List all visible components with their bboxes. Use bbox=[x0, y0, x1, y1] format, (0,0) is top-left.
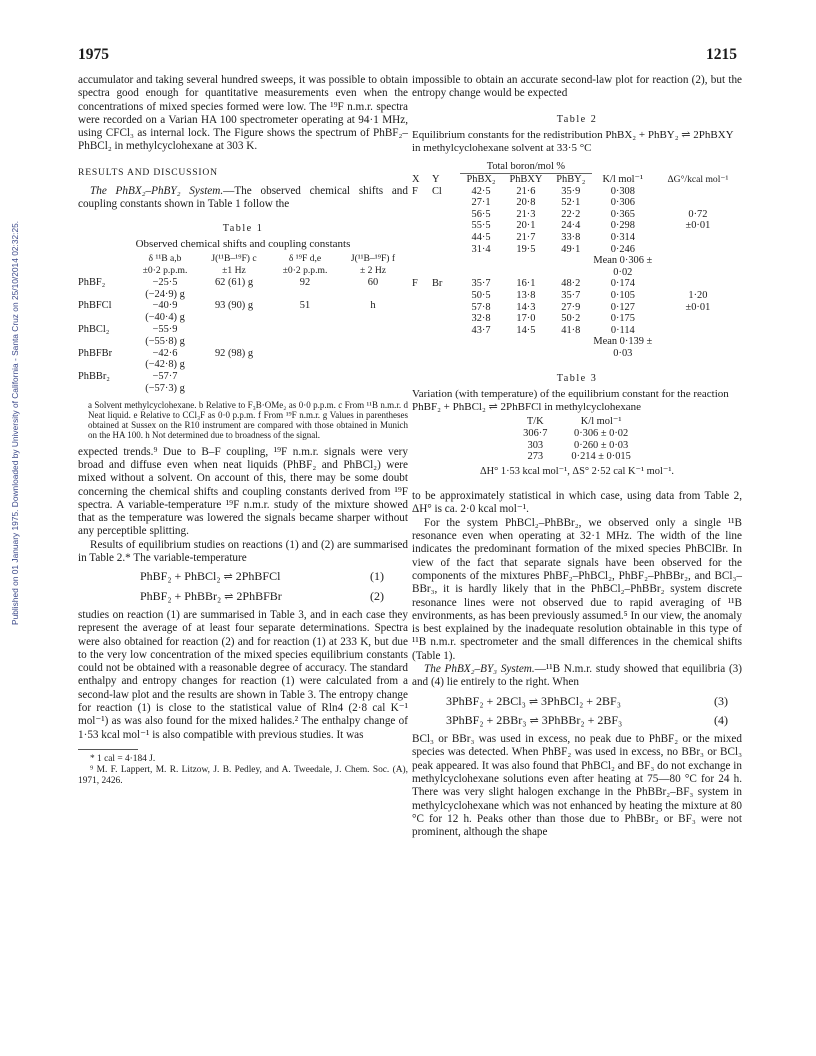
table-cell: 21·7 bbox=[516, 232, 536, 244]
table3-header: T/K bbox=[526, 416, 544, 428]
table-cell: −40·9 bbox=[152, 300, 178, 312]
table1-row bbox=[78, 312, 408, 324]
table-cell: 44·5 bbox=[471, 232, 491, 244]
table-cell: 48·2 bbox=[561, 278, 581, 290]
equation-3 bbox=[412, 695, 742, 709]
table-cell: 51 bbox=[299, 300, 311, 312]
table-cell: F bbox=[412, 185, 418, 197]
table-cell: Br bbox=[432, 278, 443, 290]
table-cell: 56·5 bbox=[471, 208, 491, 220]
table-cell bbox=[78, 289, 134, 301]
table-cell bbox=[412, 232, 432, 244]
table-cell: 0·306 bbox=[610, 197, 635, 209]
equation-2-lhs: PhBF₂ + PhBBr₂ bbox=[140, 588, 222, 603]
table-cell bbox=[432, 336, 460, 359]
table2-row bbox=[412, 255, 742, 278]
table2-header: ΔG°/kcal mol⁻¹ bbox=[667, 173, 729, 185]
table1 bbox=[78, 253, 408, 395]
table-cell bbox=[272, 359, 338, 371]
left-paragraph-2 bbox=[78, 185, 408, 212]
table-cell: 24·4 bbox=[561, 220, 581, 232]
table2-row bbox=[412, 325, 742, 337]
equation-1-number: (1) bbox=[370, 569, 384, 584]
table-cell: 22·2 bbox=[561, 208, 581, 220]
table-cell bbox=[338, 324, 408, 336]
table1-row bbox=[78, 359, 408, 371]
table-cell: 41·8 bbox=[561, 324, 581, 336]
right-column bbox=[412, 74, 742, 840]
table1-row bbox=[78, 348, 408, 360]
table-cell bbox=[412, 209, 432, 221]
table-cell: 17·0 bbox=[516, 313, 536, 325]
left-paragraph-4: Results of equilibrium studies on reactions (1) and (2) are summarised in Table 2.* The variable-temperature bbox=[78, 538, 408, 565]
table-cell: 0·214 ± 0·015 bbox=[571, 451, 631, 463]
table-cell: 35·9 bbox=[561, 185, 581, 197]
table-cell bbox=[412, 313, 432, 325]
table-cell: Mean 0·139 ± 0·03 bbox=[593, 336, 653, 359]
table1-caption: Observed chemical shifts and coupling constants bbox=[135, 237, 351, 250]
table2-body bbox=[412, 186, 742, 360]
table-cell bbox=[654, 313, 742, 325]
table-cell: 93 (90) g bbox=[214, 300, 254, 312]
subsection-title: The PhBX₂–PhBY₂ System. bbox=[90, 185, 224, 198]
equation-1 bbox=[78, 570, 408, 584]
section-heading: RESULTS AND DISCUSSION bbox=[78, 166, 218, 178]
table-cell bbox=[654, 278, 742, 290]
table2-group-header: Total boron/mol % bbox=[460, 161, 592, 173]
table-cell: 60 bbox=[367, 276, 379, 288]
table2-header: K/l mol⁻¹ bbox=[602, 173, 644, 185]
table2-row bbox=[412, 313, 742, 325]
table-cell bbox=[78, 312, 134, 324]
table-cell: 32·8 bbox=[471, 313, 491, 325]
equation-2 bbox=[78, 590, 408, 604]
table-cell bbox=[272, 289, 338, 301]
table1-row bbox=[78, 300, 408, 312]
table2-row bbox=[412, 336, 742, 359]
page-number-right: 1215 bbox=[706, 46, 737, 63]
table-cell: Mean 0·306 ± 0·02 bbox=[593, 255, 653, 278]
table-cell bbox=[338, 359, 408, 371]
table-cell: 0·175 bbox=[610, 313, 635, 325]
table-cell: 49·1 bbox=[561, 243, 581, 255]
table-cell bbox=[272, 348, 338, 360]
table-cell: 92 bbox=[299, 276, 311, 288]
table3-row bbox=[511, 440, 643, 452]
footnote-2: ⁹ M. F. Lappert, M. R. Litzow, J. B. Pedley, and A. Tweedale, J. Chem. Soc. (A), 1971, 2426. bbox=[78, 764, 408, 786]
equation-1-rhs: 2PhBFCl bbox=[235, 569, 281, 584]
table3 bbox=[511, 416, 643, 462]
table-cell bbox=[432, 302, 460, 314]
table-cell: 35·7 bbox=[471, 278, 491, 290]
table-cell: h bbox=[370, 300, 376, 312]
table-cell bbox=[654, 255, 742, 278]
table-cell: Cl bbox=[432, 185, 442, 197]
table-cell bbox=[338, 312, 408, 324]
table1-unit: ±1 Hz bbox=[222, 265, 246, 277]
left-paragraph-1: accumulator and taking several hundred sweeps, it was possible to obtain spectra good enough for quantitative measurements even when the concentrations of mixed species formed were low. The ¹⁹F n.m.r. spectra were recorded on a Varian HA 100 spectrometer operating at 94·1 MHz, using CFCl₃ as internal lock. The Figure shows the spectrum of PhBF₂–PhBCl₂ in methylcyclohexane at 303 K. bbox=[78, 74, 408, 153]
table-cell: 0·365 bbox=[610, 208, 635, 220]
table-cell bbox=[502, 255, 550, 278]
table-cell: 14·3 bbox=[516, 301, 536, 313]
table3-label: Table 3 bbox=[556, 372, 598, 384]
table-cell: 273 bbox=[527, 451, 544, 463]
right-paragraph-4-text: —¹¹B N.m.r. study showed that equilibria (3) and (4) lie entirely to the right. When bbox=[412, 663, 742, 689]
table-cell: (−24·9) g bbox=[145, 288, 185, 300]
table-cell: 0·72 bbox=[688, 208, 708, 220]
table-cell: 0·105 bbox=[610, 290, 635, 302]
table-cell bbox=[432, 313, 460, 325]
table1-header: δ ¹¹B a,b bbox=[148, 253, 182, 265]
table-cell: 0·260 ± 0·03 bbox=[574, 439, 629, 451]
table-cell: 0·306 ± 0·02 bbox=[574, 428, 629, 440]
table-cell: 31·4 bbox=[471, 243, 491, 255]
table-cell: 43·7 bbox=[471, 324, 491, 336]
left-paragraph-3: expected trends.⁹ Due to B–F coupling, ¹⁹F n.m.r. signals were very broad and diffuse even when neat liquids (PhBF₂ and PhBCl₂) were mixed without a solvent. On account of this, there may be some doubt concerning the chemical shifts and coupling constants derived from ¹⁹F spectra. A variable-temperature ¹⁹F n.m.r. study of the mixture showed that as the temperature was lowered the signals became sharper without any perceptible splitting. bbox=[78, 445, 408, 538]
table2-header: PhBX₂ bbox=[466, 174, 496, 186]
table-cell bbox=[78, 336, 134, 348]
right-paragraph-3: For the system PhBCl₂–PhBBr₂, we observed only a single ¹¹B resonance even when operating at 32·1 MHz. The width of the line indicates the predominant formation of the mixed species PhBClBr. In view of the fact that separate signals have been observed for the components of the mixtures PhBF₂–PhBCl₂, PhBF₂–PhBBr₂, and BCl₃–BBr₃, it is hardly likely that in the PhBCl₂–PhBBr₂ system discrete resonance lines were not observed due to rapid averaging of ¹¹B environments, as has been previously assumed.⁵ In our view, the anomaly is best explained by the inadequate resolution obtainable in this type of ¹¹B n.m.r. spectrometer and the small differences in the chemical shifts (Table 1). bbox=[412, 516, 742, 662]
table-cell bbox=[654, 197, 742, 209]
table-cell bbox=[196, 336, 272, 348]
table-cell bbox=[338, 336, 408, 348]
subsection-title-2: The PhBX₂–BY₃ System. bbox=[424, 663, 535, 675]
table-cell bbox=[432, 325, 460, 337]
equation-2-rhs: 2PhBFBr bbox=[236, 588, 282, 603]
table-cell bbox=[432, 209, 460, 221]
left-column bbox=[78, 74, 408, 787]
table-cell bbox=[412, 255, 432, 278]
equation-3-number: (3) bbox=[714, 693, 728, 708]
table1-unit: ±0·2 p.p.m. bbox=[142, 265, 188, 277]
table3-header: K/l mol⁻¹ bbox=[580, 416, 622, 428]
table-cell bbox=[78, 383, 134, 395]
table3-footer: ΔH° 1·53 kcal mol⁻¹, ΔS° 2·52 cal K⁻¹ mol⁻¹. bbox=[479, 465, 675, 477]
table-cell: PhBBr₂ bbox=[78, 371, 110, 383]
table-cell: 20·8 bbox=[516, 197, 536, 209]
table-cell: −42·6 bbox=[152, 347, 178, 359]
table-cell: 57·8 bbox=[471, 301, 491, 313]
table3-caption: Variation (with temperature) of the equilibrium constant for the reaction PhBF₂ + PhBCl₂ ⇌ 2PhBFCl in methylcyclohexane bbox=[412, 387, 729, 414]
table-cell bbox=[338, 289, 408, 301]
page-number-left: 1975 bbox=[78, 46, 109, 63]
table1-header: δ ¹⁹F d,e bbox=[288, 253, 322, 265]
table-cell bbox=[654, 336, 742, 359]
table-cell: 0·174 bbox=[610, 278, 635, 290]
table1-notes: a Solvent methylcyclohexane. b Relative to F₃B·OMe₂ as 0·0 p.p.m. c From ¹¹B n.m.r. d Neat liquid. e Relative to CCl₃F as 0·0 p.p.m. f From ¹⁹F n.m.r. g Values in parentheses obtained at Sussex on the R10 instrument are compared with those obtained in Munich on the HA 100. h Not determined due to broadness of the signal. bbox=[88, 399, 408, 441]
table-cell: PhBCl₂ bbox=[78, 324, 110, 336]
table-cell: 92 (98) g bbox=[214, 347, 254, 359]
table2-row bbox=[412, 244, 742, 256]
table-cell bbox=[412, 325, 432, 337]
table-cell bbox=[654, 244, 742, 256]
table1-row bbox=[78, 324, 408, 336]
table2-label: Table 2 bbox=[556, 113, 598, 125]
table-cell: 35·7 bbox=[561, 290, 581, 302]
publication-sidebar-link[interactable]: Published on 01 January 1975. Downloaded by University of California - Santa Cruz on 25/10/2014 02:32:25. bbox=[10, 220, 20, 625]
right-paragraph-1: impossible to obtain an accurate second-law plot for reaction (2), but the entropy change would be expected bbox=[412, 74, 742, 100]
table2-caption: Equilibrium constants for the redistribution PhBX₂ + PhBY₂ ⇌ 2PhBXY in methylcyclohexane solvent at 33·5 °C bbox=[412, 128, 734, 155]
table2 bbox=[412, 161, 742, 359]
table1-header-row bbox=[78, 253, 408, 265]
equation-4-number: (4) bbox=[714, 712, 728, 727]
table-cell bbox=[550, 255, 592, 278]
table-cell: PhBFCl bbox=[78, 300, 112, 312]
table-cell: −55·9 bbox=[152, 324, 178, 336]
table2-header-row bbox=[412, 174, 742, 186]
table-cell: 0·246 bbox=[610, 243, 635, 255]
table1-units-row bbox=[78, 265, 408, 277]
table-cell bbox=[502, 336, 550, 359]
table1-header: J(¹¹B–¹⁹F) f bbox=[350, 253, 396, 265]
equilibrium-arrow-icon: ⇌ bbox=[223, 571, 233, 584]
footnote-1: * 1 cal = 4·184 J. bbox=[90, 753, 156, 764]
table-cell: (−40·4) g bbox=[145, 312, 185, 324]
table-cell: 21·6 bbox=[516, 185, 536, 197]
table-cell bbox=[196, 359, 272, 371]
table1-header: J(¹¹B–¹⁹F) c bbox=[211, 253, 257, 265]
table-cell: ±0·01 bbox=[685, 220, 711, 232]
table1-row bbox=[78, 289, 408, 301]
table3-row bbox=[511, 428, 643, 440]
table-cell: (−55·8) g bbox=[145, 335, 185, 347]
table-cell: 50·2 bbox=[561, 313, 581, 325]
table-cell bbox=[196, 371, 272, 383]
table-cell bbox=[196, 289, 272, 301]
equation-3-rhs: 3PhBCl₂ + 2BF₃ bbox=[541, 693, 621, 708]
table-cell bbox=[432, 220, 460, 232]
table-cell: 50·5 bbox=[471, 290, 491, 302]
footnote-divider bbox=[78, 749, 138, 750]
table-cell bbox=[412, 302, 432, 314]
right-paragraph-5: BCl₃ or BBr₃ was used in excess, no peak due to PhBF₂ or the mixed species was detected. When PhBF₂ was used in excess, no BBr₃ or BCl₃ peak appeared. It was also found that PhBCl₂ and BF₃ do not exchange in methylcyclohexane solutions even after heating at 75—80 °C for 24 h. There was very slight halogen exchange in the PhBBr₂–BF₃ system in methylcyclohexane which was not enhanced by heating the mixture at 80 °C for 12 h. Peaks other than those due to PhBBr₂ or BF₃ were not prominent, although the shape bbox=[412, 733, 742, 839]
left-paragraph-2-text: —The observed chemical shifts and coupling constants shown in Table 1 follow the bbox=[78, 185, 408, 211]
table-cell bbox=[432, 255, 460, 278]
table-cell: 1·20 bbox=[688, 290, 708, 302]
table-cell bbox=[338, 348, 408, 360]
table1-label: Table 1 bbox=[222, 222, 264, 234]
table1-row bbox=[78, 371, 408, 383]
table-cell: 303 bbox=[527, 439, 544, 451]
table2-row bbox=[412, 186, 742, 198]
table-cell: PhBFBr bbox=[78, 347, 113, 359]
table1-body bbox=[78, 277, 408, 395]
table-cell: 16·1 bbox=[516, 278, 536, 290]
equilibrium-arrow-icon: ⇌ bbox=[529, 714, 539, 727]
equation-1-lhs: PhBF₂ + PhBCl₂ bbox=[140, 569, 221, 584]
table-cell: 27·1 bbox=[471, 197, 491, 209]
table-cell bbox=[412, 336, 432, 359]
table-cell: 306·7 bbox=[523, 428, 548, 440]
table-cell bbox=[272, 371, 338, 383]
left-paragraph-5: studies on reaction (1) are summarised in Table 3, and in each case they represent the average of at least four separate determinations. Spectra were also obtained for reaction (2) and for reaction (1) at 233 K, but due to the very low concentration of the mixed species equilibrium constants could not be obtained with a reasonable degree of accuracy. The standard enthalpy and entropy changes for reaction (1) were calculated from a second-law plot and the results are shown in Table 3. The entropy change for reaction (1) is close to the statistical value of Rln4 (2·8 cal K⁻¹ mol⁻¹) as was also found for the mixed halides.² The enthalpy change of 1·53 kcal mol⁻¹ is also compatible with previous studies. It was bbox=[78, 608, 408, 741]
table2-row bbox=[412, 197, 742, 209]
table-cell: 0·114 bbox=[610, 324, 635, 336]
table-cell: 19·5 bbox=[516, 243, 536, 255]
table1-row bbox=[78, 277, 408, 289]
table-cell bbox=[272, 312, 338, 324]
table-cell bbox=[432, 290, 460, 302]
table-cell bbox=[412, 244, 432, 256]
table-cell: 14·5 bbox=[516, 324, 536, 336]
table2-group-header-row bbox=[412, 161, 742, 173]
table-cell: 62 (61) g bbox=[214, 276, 254, 288]
table-cell: ±0·01 bbox=[685, 301, 711, 313]
table-cell bbox=[412, 220, 432, 232]
table1-row bbox=[78, 336, 408, 348]
equation-4-rhs: 3PhBBr₂ + 2BF₃ bbox=[541, 712, 623, 727]
table-cell bbox=[196, 312, 272, 324]
table-cell bbox=[432, 197, 460, 209]
table-cell: 42·5 bbox=[471, 185, 491, 197]
table-cell bbox=[272, 336, 338, 348]
table-cell bbox=[196, 324, 272, 336]
table-cell bbox=[432, 244, 460, 256]
table-cell: 20·1 bbox=[516, 220, 536, 232]
table-cell bbox=[338, 371, 408, 383]
table-cell: 27·9 bbox=[561, 301, 581, 313]
table-cell: (−42·8) g bbox=[145, 359, 185, 371]
table-cell bbox=[460, 336, 502, 359]
table2-row bbox=[412, 220, 742, 232]
table-cell bbox=[412, 290, 432, 302]
table-cell: 55·5 bbox=[471, 220, 491, 232]
table-cell: −57·7 bbox=[152, 371, 178, 383]
table-cell: 52·1 bbox=[561, 197, 581, 209]
table-cell bbox=[654, 186, 742, 198]
table-cell: PhBF₂ bbox=[78, 276, 106, 288]
table-cell: 33·8 bbox=[561, 232, 581, 244]
table2-row bbox=[412, 209, 742, 221]
table3-body bbox=[511, 428, 643, 463]
table-cell bbox=[654, 325, 742, 337]
table-cell: 0·308 bbox=[610, 185, 635, 197]
table2-header: X bbox=[412, 173, 420, 185]
table-cell bbox=[412, 197, 432, 209]
table-cell bbox=[432, 232, 460, 244]
equilibrium-arrow-icon: ⇌ bbox=[224, 590, 234, 603]
table3-header-row bbox=[511, 416, 643, 428]
table-cell bbox=[654, 232, 742, 244]
table3-row bbox=[511, 451, 643, 463]
table2-row bbox=[412, 278, 742, 290]
table1-header bbox=[78, 253, 134, 265]
table-cell: 21·3 bbox=[516, 208, 536, 220]
table-cell bbox=[78, 359, 134, 371]
right-paragraph-2: to be approximately statistical in which case, using data from Table 2, ΔH° is ca. 2·0 kcal mol⁻¹. bbox=[412, 490, 742, 516]
table-cell bbox=[196, 383, 272, 395]
table-cell: F bbox=[412, 278, 418, 290]
table1-row bbox=[78, 383, 408, 395]
table-cell: 0·298 bbox=[610, 220, 635, 232]
table-cell: 0·127 bbox=[610, 301, 635, 313]
table-cell: −25·5 bbox=[152, 276, 178, 288]
table-cell: (−57·3) g bbox=[145, 383, 185, 395]
table-cell: 0·314 bbox=[610, 232, 635, 244]
table1-unit: ± 2 Hz bbox=[359, 265, 387, 277]
table2-header: PhBXY bbox=[509, 174, 543, 186]
table-cell bbox=[272, 324, 338, 336]
table1-unit: ±0·2 p.p.m. bbox=[282, 265, 328, 277]
table2-row bbox=[412, 232, 742, 244]
table-cell bbox=[338, 383, 408, 395]
right-paragraph-4 bbox=[412, 663, 742, 690]
table2-row bbox=[412, 302, 742, 314]
table1-unit bbox=[78, 265, 134, 277]
table-cell bbox=[550, 336, 592, 359]
table-cell: 13·8 bbox=[516, 290, 536, 302]
equation-4 bbox=[412, 714, 742, 728]
equation-4-lhs: 3PhBF₂ + 2BBr₃ bbox=[446, 712, 527, 727]
table-cell bbox=[460, 255, 502, 278]
table-cell bbox=[272, 383, 338, 395]
table2-header: PhBY₂ bbox=[556, 174, 586, 186]
table2-row bbox=[412, 290, 742, 302]
equilibrium-arrow-icon: ⇌ bbox=[528, 695, 539, 708]
table2-header: Y bbox=[432, 173, 440, 185]
equation-3-lhs: 3PhBF₂ + 2BCl₃ bbox=[446, 693, 526, 708]
equation-2-number: (2) bbox=[370, 588, 384, 603]
